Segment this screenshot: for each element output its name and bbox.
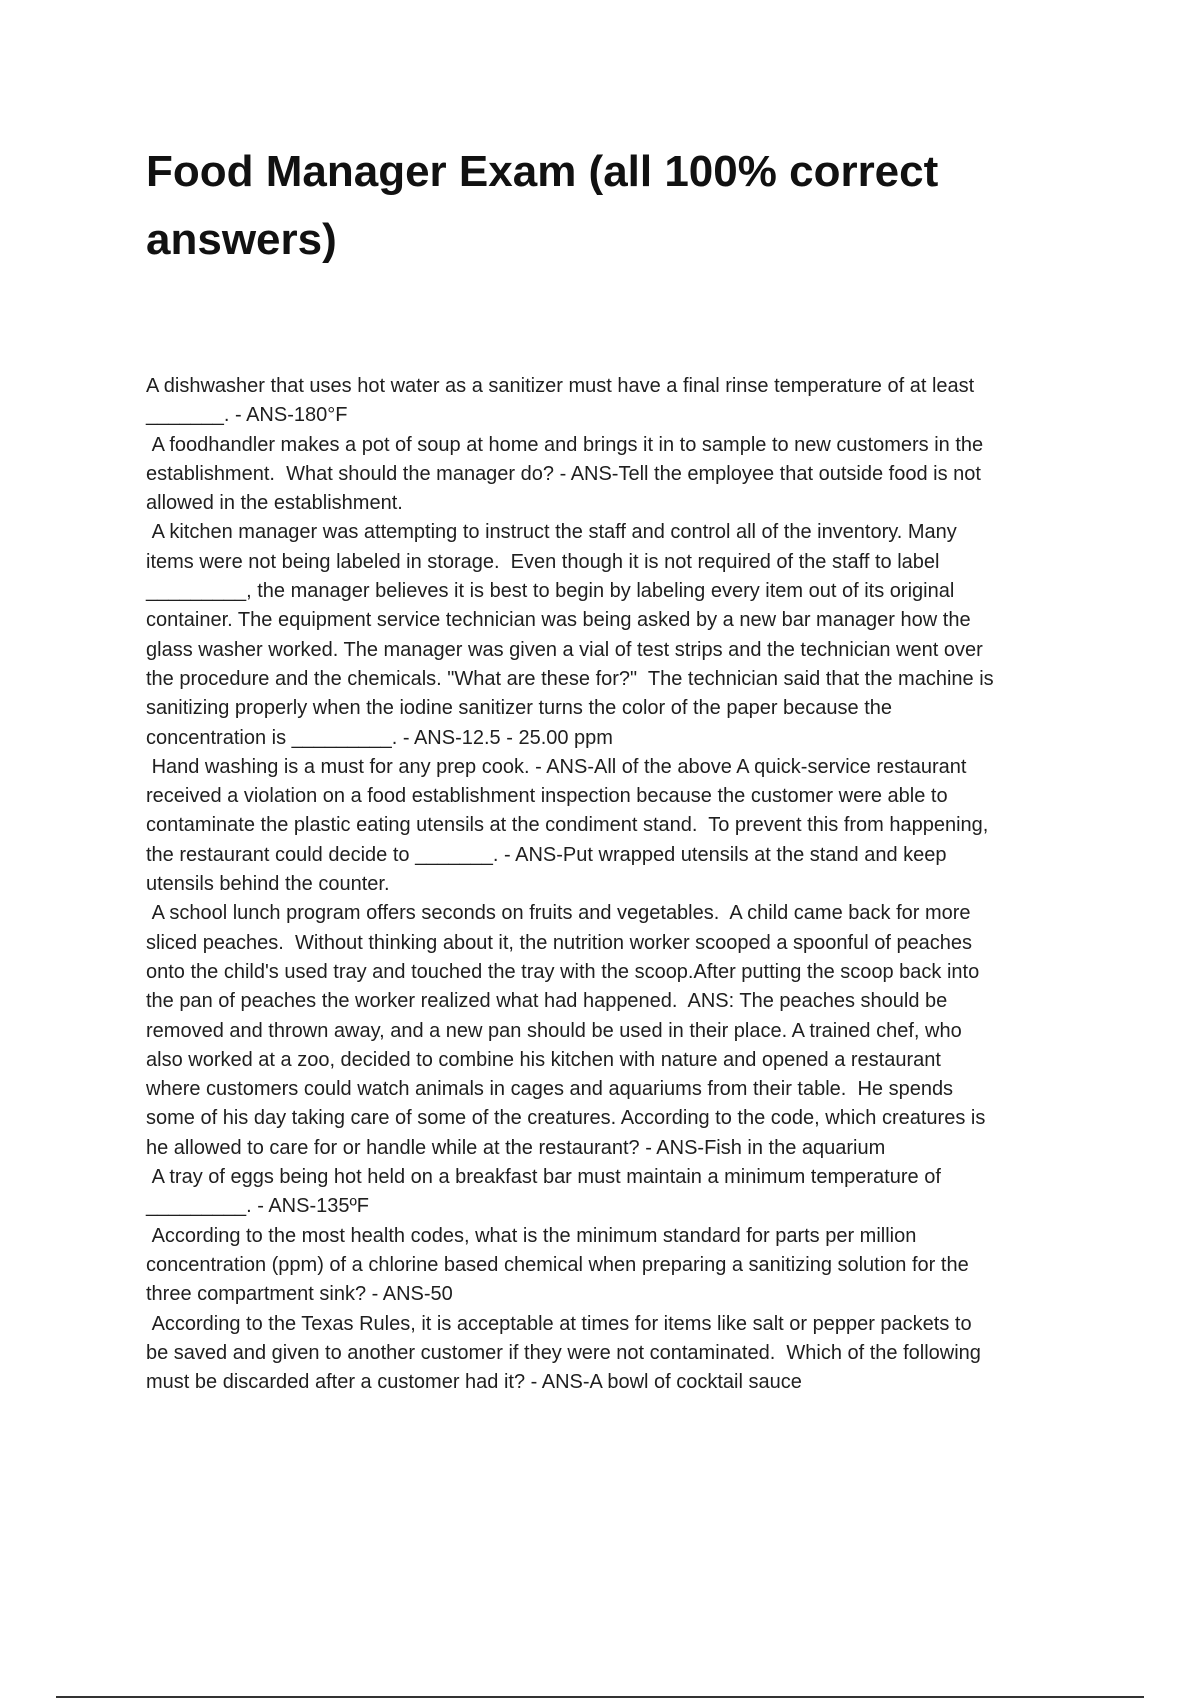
document-body: [146, 372, 1086, 1397]
question-answer-paragraph: According to the Texas Rules, it is acceptable at times for items like salt or pepper packets to be saved and given to another customer if they were not contaminated. Which of the following must be discarded after a customer had it? - ANS-A bowl of cocktail sauce: [146, 1312, 981, 1394]
question-answer-paragraph: A foodhandler makes a pot of soup at home and brings it in to sample to new customers in the establishment. What should the manager do? - ANS-Tell the employee that outside food is not allowed in the establishment.: [146, 433, 984, 515]
question-answer-paragraph: A dishwasher that uses hot water as a sanitizer must have a final rinse temperature of at least _______. - ANS-180°F: [146, 375, 975, 427]
question-answer-paragraph: Hand washing is a must for any prep cook. - ANS-All of the above A quick-service restaurant received a violation on a food establishment inspection because the customer were able to contaminate the plastic eating utensils at the condiment stand. To prevent this from happening, the restaurant could decide to _______. - ANS-Put wrapped utensils at the stand and keep utensils behind the counter.: [146, 755, 989, 896]
question-answer-paragraph: According to the most health codes, what is the minimum standard for parts per million concentration (ppm) of a chlorine based chemical when preparing a sanitizing solution for the three compartment sink? - ANS-50: [146, 1224, 969, 1306]
question-answer-paragraph: A kitchen manager was attempting to instruct the staff and control all of the inventory. Many items were not being labeled in storage. Even though it is not required of the staff to label _________, the manager believes it is best to begin by labeling every item out of its original container. The equipment service technician was being asked by a new bar manager how the glass washer worked. The manager was given a vial of test strips and the technician went over the procedure and the chemicals. "What are these for?" The technician said that the machine is sanitizing properly when the iodine sanitizer turns the color of the paper because the concentration is _________. - ANS-12.5 - 25.00 ppm: [146, 521, 994, 749]
page-bottom-rule: [56, 1696, 1144, 1698]
question-answer-paragraph: A school lunch program offers seconds on fruits and vegetables. A child came back for more sliced peaches. Without thinking about it, the nutrition worker scooped a spoonful of peaches onto the child's used tray and touched the tray with the scoop.After putting the scoop back into the pan of peaches the worker realized what had happened. ANS: The peaches should be removed and thrown away, and a new pan should be used in their place. A trained chef, who also worked at a zoo, decided to combine his kitchen with nature and opened a restaurant where customers could watch animals in cages and aquariums from their table. He spends some of his day taking care of some of the creatures. According to the code, which creatures is he allowed to care for or handle while at the restaurant? - ANS-Fish in the aquarium: [146, 902, 986, 1159]
document-title: Food Manager Exam (all 100% correct answers): [146, 147, 939, 264]
question-answer-paragraph: A tray of eggs being hot held on a breakfast bar must maintain a minimum temperature of _________. - ANS-135ºF: [146, 1166, 941, 1218]
